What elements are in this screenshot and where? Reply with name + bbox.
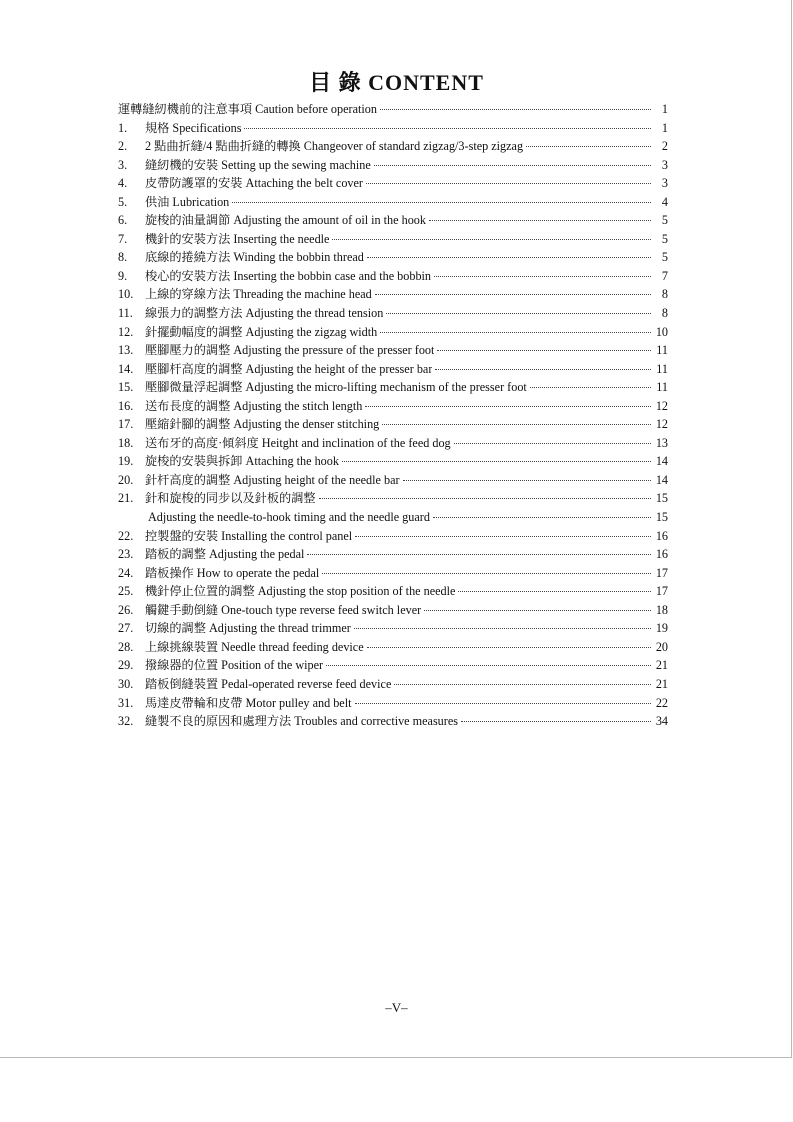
dot-leader [355,697,652,704]
dot-leader [375,288,651,295]
toc-entry-page: 17 [655,584,668,599]
toc-entry-page: 11 [656,361,668,376]
toc-entry-title: 規格 Specifications [145,120,242,135]
toc-entry-page: 16 [655,547,668,562]
toc-entry [118,564,668,583]
toc-entry [118,119,668,138]
toc-entry-title: 針和旋梭的同步以及針板的調整 [145,491,316,506]
toc-entry-page: 11 [656,343,668,358]
page-number: –V– [385,1000,408,1015]
dot-leader [530,381,651,388]
toc-entry-title: 切線的調整 Adjusting the thread trimmer [145,621,351,636]
toc-entry [118,267,668,286]
page-title: 目 錄 CONTENT [309,70,484,95]
toc-entry-page: 2 [661,139,668,154]
toc-entry-number: 32. [118,714,134,729]
toc-entry-number: 6. [118,213,128,228]
dot-leader [526,140,651,147]
toc-entry-title: 梭心的安裝方法 Inserting the bobbin case and the bobbin [145,268,432,283]
dot-leader [244,122,651,129]
toc-entry-number: 13. [118,343,134,358]
toc-entry-title: 壓腳微量浮起調整 Adjusting the micro-lifting mechanism of the presser foot [145,380,527,395]
dot-leader [433,511,651,518]
toc-entry [118,341,668,360]
toc-entry-number: 25. [118,584,134,599]
toc-entry-number: 17. [118,417,134,432]
toc-entry-title: 壓縮針腳的調整 Adjusting the denser stitching [145,417,380,432]
toc-entry [118,230,668,249]
toc-entry-number: 8. [118,250,128,265]
toc-entry-number: 10. [118,287,134,302]
toc-entry-number: 29. [118,658,134,673]
toc-entry-page: 15 [655,491,668,506]
dot-leader [366,177,651,184]
toc-entry-title: 觸鍵手動倒縫 One-touch type reverse feed switch lever [145,602,422,617]
toc-entry-number: 22. [118,528,134,543]
toc-entry [118,174,668,193]
toc-entry-title: 針擺動幅度的調整 Adjusting the zigzag width [145,324,378,339]
toc-entry-title: 踏板操作 How to operate the pedal [145,565,320,580]
dot-leader [437,344,651,351]
toc-entry-number: 30. [118,676,134,691]
dot-leader [232,196,651,203]
dot-leader [386,307,651,314]
dot-leader [367,641,651,648]
toc-entry-title: 縫紉機的安裝 Setting up the sewing machine [145,157,371,172]
dot-leader [374,159,651,166]
toc-entry-title: 線張力的調整方法 Adjusting the thread tension [145,306,384,321]
toc-entry-number: 1. [118,120,128,135]
dot-leader [458,585,651,592]
toc-entry-page: 8 [661,287,668,302]
dot-leader [434,270,651,277]
toc-entry [118,545,668,564]
toc-entry-page: 13 [655,435,668,450]
toc-entry-page: 3 [661,157,668,172]
toc-entry-page: 14 [655,454,668,469]
toc-entry-number: 23. [118,547,134,562]
toc-entry-title: 送布長度的調整 Adjusting the stitch length [145,398,363,413]
toc-entry-title: 供油 Lubrication [145,194,230,209]
dot-leader [429,214,651,221]
toc-entry [118,137,668,156]
dot-leader [380,103,651,110]
toc-entry [118,285,668,304]
toc-entry-title: 皮帶防護罩的安裝 Attaching the belt cover [145,176,363,191]
toc-entry-number: 18. [118,435,134,450]
toc-entry-page: 34 [655,714,668,729]
toc-entry-title: 旋梭的油量調節 Adjusting the amount of oil in the hook [145,213,426,228]
toc-entry [118,378,668,397]
toc-entry [118,675,668,694]
toc-entry-title: 壓腳杆高度的調整 Adjusting the height of the presser bar [145,361,433,376]
toc-entry-number: 3. [118,157,128,172]
toc-entry-number: 7. [118,231,128,246]
dot-leader [382,418,651,425]
toc-entry [118,434,668,453]
toc-entry-title: 踏板倒縫裝置 Pedal-operated reverse feed device [145,676,392,691]
dot-leader [394,678,651,685]
toc-entry-page: 19 [655,621,668,636]
toc-entry-number: 4. [118,176,128,191]
toc-entry-page: 7 [661,268,668,283]
dot-leader [403,474,651,481]
dot-leader [307,548,651,555]
dot-leader [354,622,651,629]
toc-entry-title: 2 點曲折縫/4 點曲折縫的轉換 Changeover of standard zigzag/3-step zigzag [145,139,524,154]
dot-leader [365,400,651,407]
dot-leader [435,363,651,370]
toc-entry-number: 31. [118,695,134,710]
toc-entry-number: 19. [118,454,134,469]
toc-entry [118,156,668,175]
dot-leader [326,659,651,666]
toc-entry [118,638,668,657]
toc-entry-number: 9. [118,268,128,283]
dot-leader [424,604,651,611]
dot-leader [332,233,651,240]
toc-entry [118,656,668,675]
toc-entry-number: 5. [118,194,128,209]
toc-entry-page: 5 [661,213,668,228]
dot-leader [454,437,651,444]
toc-entry [118,100,668,119]
toc-entry-title: Adjusting the needle-to-hook timing and the needle guard [148,510,430,525]
toc-entry-page: 10 [655,324,668,339]
toc-entry-number: 12. [118,324,134,339]
toc-entry [118,527,668,546]
toc-entry-title: 機針的安裝方法 Inserting the needle [145,231,330,246]
toc-entry-title: 踏板的調整 Adjusting the pedal [145,547,305,562]
toc-entry [118,694,668,713]
toc-entry [118,601,668,620]
toc-entry-page: 1 [661,102,668,116]
toc-entry-page: 5 [661,231,668,246]
toc-entry-number: 15. [118,380,134,395]
toc-entry-title: 底線的捲繞方法 Winding the bobbin thread [145,250,364,265]
toc-entry-page: 3 [661,176,668,191]
toc-entry-number: 28. [118,639,134,654]
toc-entry [118,304,668,323]
toc-entry-page: 22 [655,695,668,710]
table-of-contents [118,100,668,731]
toc-entry-title: 旋梭的安裝與拆卸 Attaching the hook [145,454,339,469]
toc-entry [118,508,668,527]
toc-entry-number: 21. [118,491,134,506]
toc-entry-page: 15 [655,510,668,525]
toc-entry-number: 16. [118,398,134,413]
toc-entry [118,452,668,471]
toc-entry-number: 14. [118,361,134,376]
dot-leader [461,715,651,722]
toc-entry-page: 14 [655,472,668,487]
toc-entry-title: 壓腳壓力的調整 Adjusting the pressure of the presser foot [145,343,435,358]
toc-entry-page: 5 [661,250,668,265]
toc-entry-title: 上線的穿線方法 Threading the machine head [145,287,372,302]
toc-entry-number: 24. [118,565,134,580]
toc-entry-page: 11 [656,380,668,395]
dot-leader [342,455,651,462]
toc-entry [118,211,668,230]
toc-entry-number: 26. [118,602,134,617]
toc-entry-title: 送布牙的高度·傾斜度 Heitght and inclination of the feed dog [145,435,451,450]
toc-entry [118,471,668,490]
toc-entry-title: 運轉縫紉機前的注意事項 Caution before operation [118,102,377,116]
toc-entry-page: 21 [655,676,668,691]
toc-entry-number: 11. [118,306,133,321]
dot-leader [355,530,651,537]
toc-entry [118,323,668,342]
dot-leader [319,492,651,499]
toc-entry-title: 控製盤的安裝 Installing the control panel [145,528,353,543]
toc-entry-page: 12 [655,417,668,432]
toc-entry [118,489,668,508]
toc-entry-title: 撥線器的位置 Position of the wiper [145,658,324,673]
toc-entry [118,415,668,434]
toc-entry-page: 8 [661,306,668,321]
toc-entry-number: 27. [118,621,134,636]
toc-entry-page: 21 [655,658,668,673]
toc-entry-page: 18 [655,602,668,617]
dot-leader [380,326,651,333]
toc-entry [118,193,668,212]
toc-entry [118,248,668,267]
toc-entry-page: 1 [661,120,668,135]
toc-entry [118,619,668,638]
dot-leader [322,567,651,574]
toc-entry-page: 20 [655,639,668,654]
toc-entry-title: 上線挑線裝置 Needle thread feeding device [145,639,364,654]
toc-entry [118,397,668,416]
toc-entry-page: 12 [655,398,668,413]
toc-entry-page: 17 [655,565,668,580]
dot-leader [367,251,651,258]
toc-entry-number: 2. [118,139,128,154]
toc-entry-page: 16 [655,528,668,543]
toc-entry-title: 馬達皮帶輪和皮帶 Motor pulley and belt [145,695,352,710]
toc-entry [118,360,668,379]
toc-entry-page: 4 [661,194,668,209]
toc-entry [118,712,668,731]
toc-entry-title: 機針停止位置的調整 Adjusting the stop position of the needle [145,584,456,599]
toc-entry-number: 20. [118,472,134,487]
toc-entry [118,582,668,601]
toc-entry-title: 針杆高度的調整 Adjusting height of the needle bar [145,472,400,487]
toc-entry-title: 縫製不良的原因和處理方法 Troubles and corrective measures [145,714,458,729]
